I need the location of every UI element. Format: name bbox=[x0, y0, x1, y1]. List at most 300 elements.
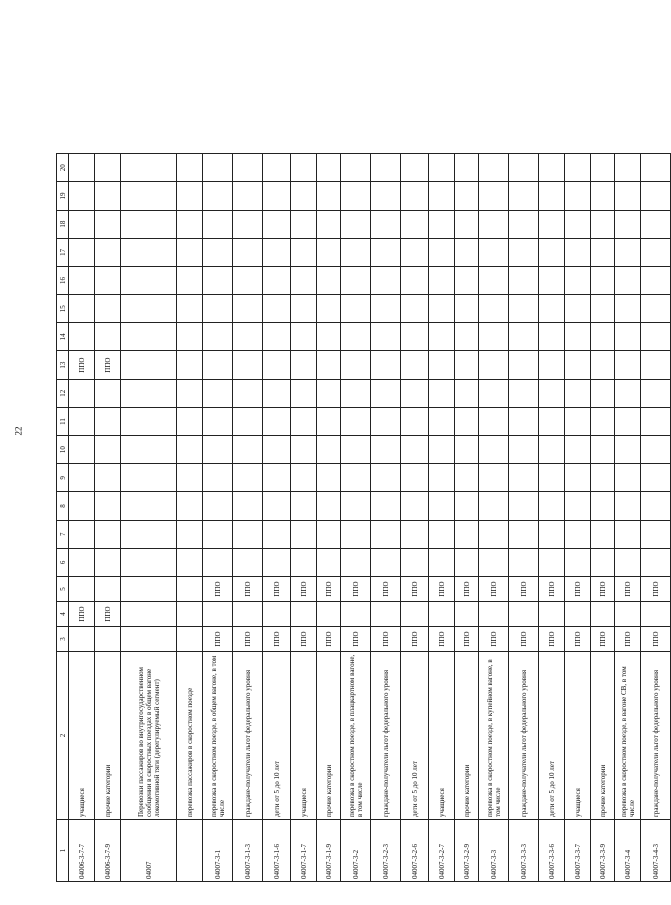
cell-col-12 bbox=[291, 379, 317, 407]
row-description: прочие категории bbox=[591, 652, 615, 820]
cell-col-9 bbox=[509, 464, 539, 492]
table-row bbox=[177, 154, 203, 882]
cell-col-16 bbox=[121, 266, 177, 294]
cell-col-17 bbox=[69, 238, 95, 266]
cell-col-15 bbox=[121, 295, 177, 323]
cell-col-18 bbox=[565, 210, 591, 238]
cell-col-4 bbox=[591, 602, 615, 627]
cell-col-8 bbox=[401, 492, 429, 520]
cell-col-7 bbox=[615, 520, 641, 548]
cell-col-7 bbox=[479, 520, 509, 548]
cell-col-12 bbox=[371, 379, 401, 407]
cell-col-8 bbox=[539, 492, 565, 520]
table-row bbox=[479, 154, 509, 882]
cell-col-19 bbox=[509, 182, 539, 210]
cell-col-12 bbox=[95, 379, 121, 407]
cell-col-12 bbox=[479, 379, 509, 407]
cell-col-3: ППО bbox=[233, 627, 263, 652]
cell-col-17 bbox=[539, 238, 565, 266]
cell-col-20 bbox=[479, 154, 509, 182]
cell-col-4 bbox=[291, 602, 317, 627]
cell-col-19 bbox=[69, 182, 95, 210]
row-description: дети от 5 до 10 лет bbox=[263, 652, 291, 820]
cell-col-14 bbox=[317, 323, 341, 351]
cell-col-7 bbox=[371, 520, 401, 548]
cell-col-14 bbox=[509, 323, 539, 351]
cell-col-19 bbox=[203, 182, 233, 210]
column-header-2: 2 bbox=[57, 652, 69, 820]
cell-col-5: ППО bbox=[263, 577, 291, 602]
cell-col-19 bbox=[341, 182, 371, 210]
cell-col-18 bbox=[479, 210, 509, 238]
cell-col-5 bbox=[69, 577, 95, 602]
cell-col-15 bbox=[455, 295, 479, 323]
cell-col-14 bbox=[69, 323, 95, 351]
cell-col-17 bbox=[263, 238, 291, 266]
cell-col-14 bbox=[591, 323, 615, 351]
cell-col-17 bbox=[371, 238, 401, 266]
cell-col-9 bbox=[479, 464, 509, 492]
cell-col-3 bbox=[69, 627, 95, 652]
cell-col-15 bbox=[429, 295, 455, 323]
cell-col-13 bbox=[641, 351, 671, 379]
cell-col-13 bbox=[233, 351, 263, 379]
cell-col-7 bbox=[565, 520, 591, 548]
cell-col-17 bbox=[203, 238, 233, 266]
cell-col-7 bbox=[317, 520, 341, 548]
cell-col-4 bbox=[429, 602, 455, 627]
cell-col-15 bbox=[263, 295, 291, 323]
cell-col-6 bbox=[69, 548, 95, 576]
cell-col-13: ППО bbox=[69, 351, 95, 379]
row-code: 04007-3-3 bbox=[479, 820, 509, 882]
cell-col-11 bbox=[341, 407, 371, 435]
cell-col-5: ППО bbox=[233, 577, 263, 602]
cell-col-14 bbox=[203, 323, 233, 351]
table-row bbox=[341, 154, 371, 882]
cell-col-16 bbox=[317, 266, 341, 294]
cell-col-16 bbox=[455, 266, 479, 294]
cell-col-16 bbox=[479, 266, 509, 294]
cell-col-16 bbox=[95, 266, 121, 294]
cell-col-10 bbox=[429, 436, 455, 464]
cell-col-4 bbox=[263, 602, 291, 627]
cell-col-3: ППО bbox=[341, 627, 371, 652]
cell-col-8 bbox=[371, 492, 401, 520]
cell-col-3: ППО bbox=[317, 627, 341, 652]
table-row bbox=[565, 154, 591, 882]
cell-col-18 bbox=[591, 210, 615, 238]
row-description: перевозка в скоростном поезде, в вагоне СВ, в том числе bbox=[615, 652, 641, 820]
column-header-10: 10 bbox=[57, 436, 69, 464]
cell-col-20 bbox=[371, 154, 401, 182]
cell-col-16 bbox=[233, 266, 263, 294]
column-header-3: 3 bbox=[57, 627, 69, 652]
cell-col-20 bbox=[233, 154, 263, 182]
column-header-5: 5 bbox=[57, 577, 69, 602]
table-row bbox=[263, 154, 291, 882]
cell-col-20 bbox=[591, 154, 615, 182]
table-row bbox=[539, 154, 565, 882]
table-row bbox=[233, 154, 263, 882]
cell-col-15 bbox=[291, 295, 317, 323]
cell-col-3: ППО bbox=[263, 627, 291, 652]
cell-col-12 bbox=[317, 379, 341, 407]
column-header-4: 4 bbox=[57, 602, 69, 627]
cell-col-5 bbox=[121, 577, 177, 602]
cell-col-19 bbox=[565, 182, 591, 210]
cell-col-20 bbox=[317, 154, 341, 182]
cell-col-12 bbox=[509, 379, 539, 407]
cell-col-15 bbox=[69, 295, 95, 323]
cell-col-8 bbox=[455, 492, 479, 520]
cell-col-19 bbox=[177, 182, 203, 210]
cell-col-7 bbox=[341, 520, 371, 548]
row-code: 04007-3-1-3 bbox=[233, 820, 263, 882]
cell-col-12 bbox=[455, 379, 479, 407]
cell-col-12 bbox=[341, 379, 371, 407]
cell-col-5: ППО bbox=[615, 577, 641, 602]
row-description: учащиеся bbox=[69, 652, 95, 820]
cell-col-10 bbox=[479, 436, 509, 464]
cell-col-20 bbox=[203, 154, 233, 182]
cell-col-9 bbox=[539, 464, 565, 492]
row-description: граждане-получатели льгот федерального уровня bbox=[371, 652, 401, 820]
cell-col-18 bbox=[177, 210, 203, 238]
cell-col-18 bbox=[69, 210, 95, 238]
cell-col-15 bbox=[177, 295, 203, 323]
row-description: прочие категории bbox=[317, 652, 341, 820]
cell-col-17 bbox=[591, 238, 615, 266]
table-row bbox=[641, 154, 671, 882]
cell-col-15 bbox=[317, 295, 341, 323]
cell-col-11 bbox=[641, 407, 671, 435]
cell-col-20 bbox=[291, 154, 317, 182]
cell-col-17 bbox=[479, 238, 509, 266]
cell-col-20 bbox=[539, 154, 565, 182]
cell-col-8 bbox=[121, 492, 177, 520]
cell-col-16 bbox=[341, 266, 371, 294]
cell-col-13 bbox=[509, 351, 539, 379]
cell-col-12 bbox=[591, 379, 615, 407]
cell-col-13 bbox=[455, 351, 479, 379]
cell-col-7 bbox=[233, 520, 263, 548]
row-description: учащиеся bbox=[429, 652, 455, 820]
cell-col-17 bbox=[565, 238, 591, 266]
cell-col-15 bbox=[479, 295, 509, 323]
cell-col-5: ППО bbox=[291, 577, 317, 602]
cell-col-12 bbox=[565, 379, 591, 407]
row-code: 04007-3-3-7 bbox=[565, 820, 591, 882]
cell-col-11 bbox=[591, 407, 615, 435]
cell-col-13 bbox=[429, 351, 455, 379]
table-row bbox=[121, 154, 177, 882]
row-code: 04007-3-2-6 bbox=[401, 820, 429, 882]
cell-col-15 bbox=[95, 295, 121, 323]
cell-col-5: ППО bbox=[509, 577, 539, 602]
cell-col-8 bbox=[341, 492, 371, 520]
row-description: граждане-получатели льгот федерального уровня bbox=[233, 652, 263, 820]
cell-col-11 bbox=[233, 407, 263, 435]
cell-col-4 bbox=[455, 602, 479, 627]
cell-col-19 bbox=[591, 182, 615, 210]
cell-col-14 bbox=[641, 323, 671, 351]
cell-col-15 bbox=[591, 295, 615, 323]
cell-col-3: ППО bbox=[291, 627, 317, 652]
cell-col-10 bbox=[539, 436, 565, 464]
cell-col-6 bbox=[401, 548, 429, 576]
cell-col-15 bbox=[509, 295, 539, 323]
cell-col-9 bbox=[95, 464, 121, 492]
table-row bbox=[69, 154, 95, 882]
cell-col-13 bbox=[341, 351, 371, 379]
cell-col-19 bbox=[641, 182, 671, 210]
cell-col-4 bbox=[539, 602, 565, 627]
cell-col-20 bbox=[615, 154, 641, 182]
cell-col-14 bbox=[263, 323, 291, 351]
cell-col-7 bbox=[641, 520, 671, 548]
cell-col-13 bbox=[565, 351, 591, 379]
cell-col-11 bbox=[317, 407, 341, 435]
cell-col-6 bbox=[341, 548, 371, 576]
cell-col-6 bbox=[371, 548, 401, 576]
cell-col-4 bbox=[641, 602, 671, 627]
cell-col-13 bbox=[263, 351, 291, 379]
cell-col-20 bbox=[177, 154, 203, 182]
row-description: дети от 5 до 10 лет bbox=[401, 652, 429, 820]
cell-col-7 bbox=[429, 520, 455, 548]
row-code: 04007-3-2-9 bbox=[455, 820, 479, 882]
cell-col-3: ППО bbox=[401, 627, 429, 652]
cell-col-6 bbox=[539, 548, 565, 576]
column-header-17: 17 bbox=[57, 238, 69, 266]
cell-col-16 bbox=[69, 266, 95, 294]
column-header-6: 6 bbox=[57, 548, 69, 576]
cell-col-14 bbox=[371, 323, 401, 351]
cell-col-18 bbox=[203, 210, 233, 238]
cell-col-4 bbox=[341, 602, 371, 627]
cell-col-16 bbox=[177, 266, 203, 294]
cell-col-13: ППО bbox=[95, 351, 121, 379]
cell-col-7 bbox=[401, 520, 429, 548]
cell-col-10 bbox=[263, 436, 291, 464]
cell-col-8 bbox=[317, 492, 341, 520]
cell-col-19 bbox=[429, 182, 455, 210]
cell-col-16 bbox=[591, 266, 615, 294]
cell-col-6 bbox=[509, 548, 539, 576]
cell-col-11 bbox=[371, 407, 401, 435]
cell-col-13 bbox=[371, 351, 401, 379]
cell-col-6 bbox=[641, 548, 671, 576]
column-number-header bbox=[57, 154, 69, 882]
cell-col-17 bbox=[121, 238, 177, 266]
cell-col-7 bbox=[291, 520, 317, 548]
cell-col-16 bbox=[203, 266, 233, 294]
cell-col-9 bbox=[341, 464, 371, 492]
table-row bbox=[509, 154, 539, 882]
cell-col-10 bbox=[69, 436, 95, 464]
cell-col-9 bbox=[591, 464, 615, 492]
row-description: дети от 5 до 10 лет bbox=[539, 652, 565, 820]
cell-col-10 bbox=[317, 436, 341, 464]
table-row bbox=[317, 154, 341, 882]
cell-col-10 bbox=[291, 436, 317, 464]
cell-col-12 bbox=[233, 379, 263, 407]
cell-col-8 bbox=[95, 492, 121, 520]
cell-col-5 bbox=[95, 577, 121, 602]
cell-col-10 bbox=[95, 436, 121, 464]
cell-col-7 bbox=[121, 520, 177, 548]
cell-col-7 bbox=[539, 520, 565, 548]
cell-col-10 bbox=[641, 436, 671, 464]
cell-col-9 bbox=[371, 464, 401, 492]
row-code: 04007-3-1-6 bbox=[263, 820, 291, 882]
cell-col-9 bbox=[615, 464, 641, 492]
cell-col-18 bbox=[455, 210, 479, 238]
cell-col-19 bbox=[291, 182, 317, 210]
cell-col-6 bbox=[615, 548, 641, 576]
cell-col-18 bbox=[263, 210, 291, 238]
cell-col-6 bbox=[203, 548, 233, 576]
row-code: 04007-3-1 bbox=[203, 820, 233, 882]
table-row bbox=[591, 154, 615, 882]
row-description: учащиеся bbox=[565, 652, 591, 820]
cell-col-19 bbox=[95, 182, 121, 210]
cell-col-18 bbox=[429, 210, 455, 238]
cell-col-4 bbox=[317, 602, 341, 627]
row-code: 04007-3-2-7 bbox=[429, 820, 455, 882]
cell-col-6 bbox=[479, 548, 509, 576]
cell-col-13 bbox=[317, 351, 341, 379]
row-description: перевозка в скоростном поезде, в общем вагоне, в том числе bbox=[203, 652, 233, 820]
cell-col-11 bbox=[479, 407, 509, 435]
cell-col-3 bbox=[121, 627, 177, 652]
table-row bbox=[291, 154, 317, 882]
cell-col-8 bbox=[233, 492, 263, 520]
cell-col-10 bbox=[591, 436, 615, 464]
cell-col-17 bbox=[233, 238, 263, 266]
cell-col-12 bbox=[641, 379, 671, 407]
cell-col-7 bbox=[591, 520, 615, 548]
row-code: 04007-3-4 bbox=[615, 820, 641, 882]
cell-col-4 bbox=[509, 602, 539, 627]
cell-col-13 bbox=[203, 351, 233, 379]
row-code: 04007-3-2 bbox=[341, 820, 371, 882]
cell-col-15 bbox=[371, 295, 401, 323]
cell-col-20 bbox=[69, 154, 95, 182]
cell-col-19 bbox=[233, 182, 263, 210]
cell-col-13 bbox=[615, 351, 641, 379]
cell-col-14 bbox=[479, 323, 509, 351]
cell-col-17 bbox=[509, 238, 539, 266]
cell-col-15 bbox=[539, 295, 565, 323]
cell-col-11 bbox=[539, 407, 565, 435]
table-row bbox=[401, 154, 429, 882]
column-header-20: 20 bbox=[57, 154, 69, 182]
cell-col-3: ППО bbox=[539, 627, 565, 652]
cell-col-14 bbox=[615, 323, 641, 351]
row-description: Перевозки пассажиров во внутригосударственном сообщении в скоростных поездах в общем вагоне локомотивной тяги (дерегулируемый сегмент) bbox=[121, 652, 177, 820]
cell-col-4 bbox=[565, 602, 591, 627]
cell-col-10 bbox=[509, 436, 539, 464]
column-header-13: 13 bbox=[57, 351, 69, 379]
cell-col-6 bbox=[233, 548, 263, 576]
cell-col-19 bbox=[121, 182, 177, 210]
cell-col-4 bbox=[371, 602, 401, 627]
cell-col-3: ППО bbox=[615, 627, 641, 652]
column-header-8: 8 bbox=[57, 492, 69, 520]
cell-col-19 bbox=[401, 182, 429, 210]
table-row bbox=[371, 154, 401, 882]
cell-col-11 bbox=[429, 407, 455, 435]
row-description: перевозка в скоростном поезде, в купейном вагоне, в том числе bbox=[479, 652, 509, 820]
cell-col-14 bbox=[539, 323, 565, 351]
rotated-table-container bbox=[56, 154, 660, 882]
cell-col-13 bbox=[479, 351, 509, 379]
cell-col-11 bbox=[69, 407, 95, 435]
cell-col-7 bbox=[509, 520, 539, 548]
cell-col-7 bbox=[69, 520, 95, 548]
cell-col-4: ППО bbox=[69, 602, 95, 627]
cell-col-20 bbox=[341, 154, 371, 182]
cell-col-18 bbox=[121, 210, 177, 238]
column-header-7: 7 bbox=[57, 520, 69, 548]
cell-col-3: ППО bbox=[641, 627, 671, 652]
cell-col-8 bbox=[591, 492, 615, 520]
cell-col-17 bbox=[641, 238, 671, 266]
cell-col-3: ППО bbox=[565, 627, 591, 652]
row-code: 04006-3-7-9 bbox=[95, 820, 121, 882]
row-code bbox=[177, 820, 203, 882]
cell-col-11 bbox=[177, 407, 203, 435]
cell-col-6 bbox=[591, 548, 615, 576]
cell-col-9 bbox=[429, 464, 455, 492]
cell-col-9 bbox=[263, 464, 291, 492]
cell-col-11 bbox=[291, 407, 317, 435]
cell-col-20 bbox=[565, 154, 591, 182]
row-code: 04007-3-1-9 bbox=[317, 820, 341, 882]
table-row bbox=[429, 154, 455, 882]
cell-col-15 bbox=[641, 295, 671, 323]
cell-col-6 bbox=[263, 548, 291, 576]
cell-col-4 bbox=[233, 602, 263, 627]
cell-col-5 bbox=[177, 577, 203, 602]
cell-col-18 bbox=[291, 210, 317, 238]
cell-col-13 bbox=[121, 351, 177, 379]
cell-col-12 bbox=[69, 379, 95, 407]
cell-col-11 bbox=[263, 407, 291, 435]
cell-col-15 bbox=[401, 295, 429, 323]
cell-col-6 bbox=[177, 548, 203, 576]
cell-col-11 bbox=[203, 407, 233, 435]
cell-col-15 bbox=[615, 295, 641, 323]
table-row bbox=[203, 154, 233, 882]
cell-col-11 bbox=[455, 407, 479, 435]
cell-col-14 bbox=[177, 323, 203, 351]
cell-col-12 bbox=[263, 379, 291, 407]
cell-col-11 bbox=[401, 407, 429, 435]
cell-col-16 bbox=[371, 266, 401, 294]
cell-col-9 bbox=[565, 464, 591, 492]
table-row bbox=[95, 154, 121, 882]
cell-col-12 bbox=[429, 379, 455, 407]
cell-col-5: ППО bbox=[479, 577, 509, 602]
cell-col-3: ППО bbox=[591, 627, 615, 652]
cell-col-20 bbox=[121, 154, 177, 182]
cell-col-18 bbox=[317, 210, 341, 238]
cell-col-9 bbox=[641, 464, 671, 492]
cell-col-5: ППО bbox=[317, 577, 341, 602]
